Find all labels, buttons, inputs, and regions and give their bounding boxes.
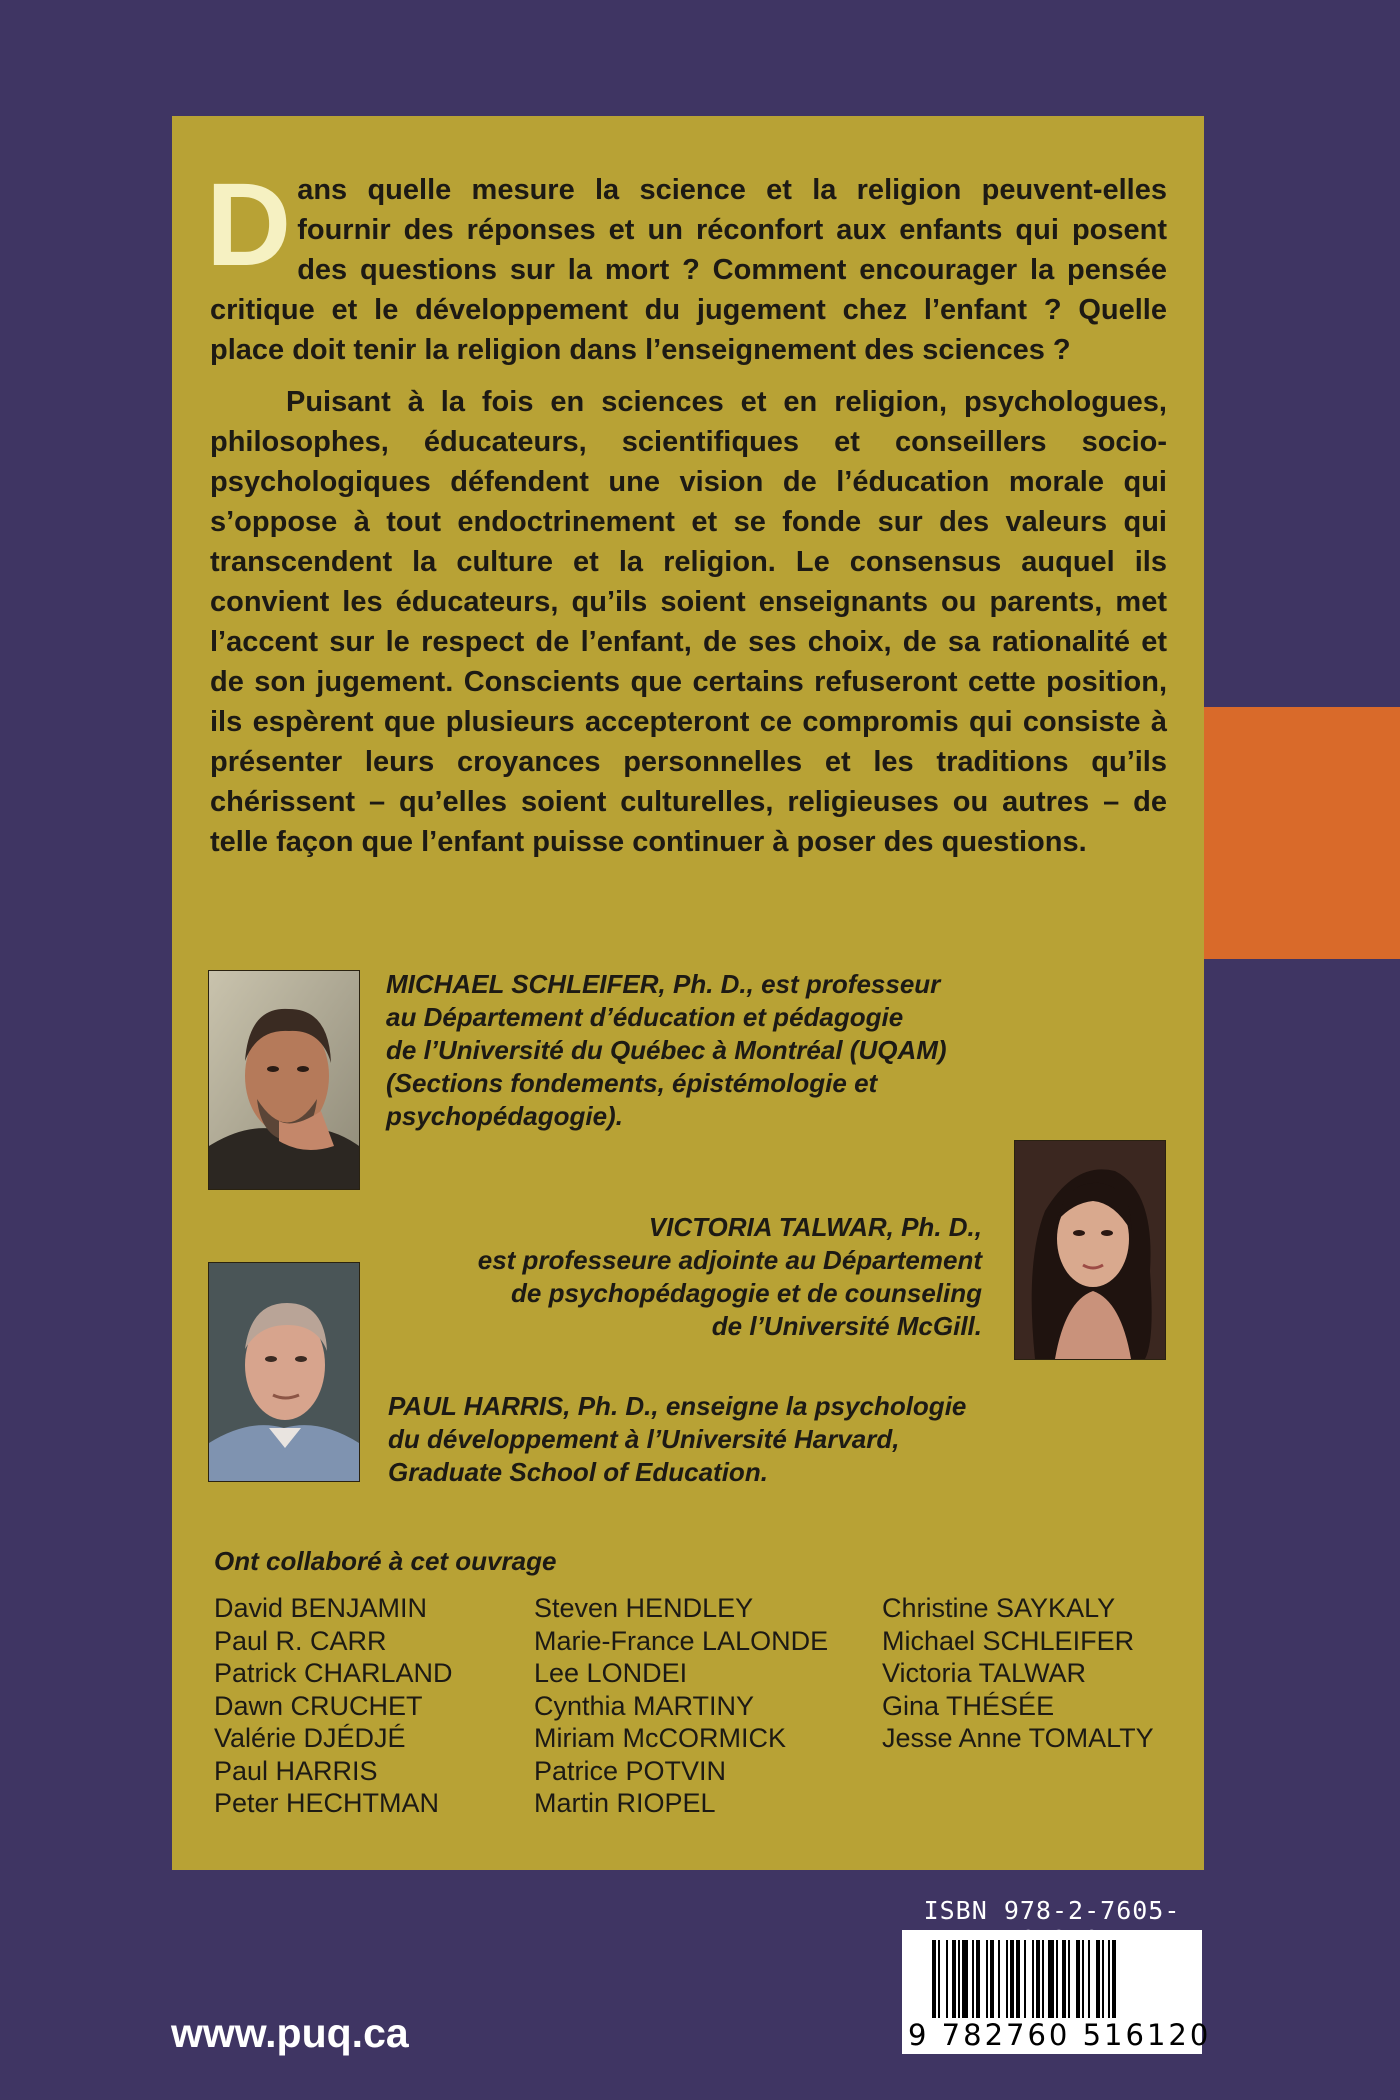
collaborators-column-1 [214,1592,453,1820]
collaborator-name: Marie-France LALONDE [534,1625,829,1656]
bio-line: psychopédagogie). [386,1101,623,1131]
author-bio-schleifer [386,968,947,1133]
collaborator-name: Steven HENDLEY [534,1593,754,1623]
collaborator-name: Cynthia MARTINY [534,1690,755,1721]
barcode-bar [946,1940,948,2018]
collaborator-name: Jesse Anne TOMALTY [882,1723,1154,1753]
collaborator-name: Martin RIOPEL [534,1788,716,1818]
intro-paragraph-1: ans quelle mesure la science et la religion peuvent-elles fournir des réponses et un réconfort aux enfants qui posent des questions sur la mort ? Comment encourager la pensée critique et le développement du jugement chez l’enfant ? Quelle place doit tenir la religion dans l’enseignement des sciences ? [210,174,1167,366]
collaborator-name: Christine SAYKALY [882,1593,1116,1623]
barcode-bar [990,1940,994,2018]
barcode-bar [932,1940,936,2018]
bio-line: VICTORIA TALWAR, Ph. D., [648,1212,982,1242]
collaborator-name: Miriam McCORMICK [534,1723,786,1753]
barcode-bar [1042,1940,1044,2018]
bio-line: PAUL HARRIS, Ph. D., enseigne la psychologie [388,1391,967,1421]
barcode-bar [972,1940,974,2018]
collaborator-name: Patrick CHARLAND [214,1658,453,1688]
bio-line: (Sections fondements, épistémologie et [386,1068,878,1098]
bio-line: MICHAEL SCHLEIFER, Ph. D., est professeur [386,969,941,999]
barcode-bar [1082,1940,1084,2018]
barcode-bar [1076,1940,1080,2018]
barcode-bar [1096,1940,1100,2018]
collaborator-name: Paul HARRIS [214,1755,378,1786]
barcode-bar [1102,1940,1104,2018]
collaborator-name: Valérie DJÉDJÉ [214,1723,406,1753]
collaborator-name: David BENJAMIN [214,1593,428,1623]
bio-line: du développement à l’Université Harvard, [388,1424,900,1454]
barcode-bar [1088,1940,1090,2018]
intro-text [206,159,1167,862]
barcode-bar [962,1940,968,2018]
bio-line: de psychopédagogie et de counseling [511,1278,982,1308]
collaborator-name: Gina THÉSÉE [882,1690,1055,1721]
barcode-bar [1032,1940,1034,2018]
barcode-bar [1036,1940,1040,2018]
collaborators-column-2 [534,1592,828,1820]
collaborators-column-3 [882,1592,1154,1755]
barcode-bar [1016,1940,1020,2018]
barcode-bar [958,1940,960,2018]
author-bio-harris [388,1390,966,1489]
bio-line: est professeure adjointe au Département [477,1245,982,1275]
portrait-photo-icon [1015,1141,1165,1359]
author-photo-talwar [1014,1140,1166,1360]
website-url[interactable]: www.puq.ca [171,2010,409,2056]
author-photo-schleifer [208,970,360,1190]
drop-cap: D [206,159,292,291]
bio-line: au Département d’éducation et pédagogie [386,1002,904,1032]
barcode-digits: 9 782760 516120 [908,2018,1212,2052]
bio-line: de l’Université du Québec à Montréal (UQAM) [386,1035,947,1065]
collaborator-name: Dawn CRUCHET [214,1690,423,1721]
intro-paragraph-2: Puisant à la fois en sciences et en religion, psychologues, philosophes, éducateurs, scientifiques et conseillers socio-psychologiques défendent une vision de l’éducation morale qui s’oppose à tout endoctrinement et se fonde sur des valeurs qui transcendent la culture et la religion. Le consensus auquel ils convient les éducateurs, qu’ils soient enseignants ou parents, met l’accent sur le respect de l’enfant, de ses choix, de sa rationalité et de son jugement. Conscients que certains refuseront cette position, ils espèrent que plusieurs accepteront ce compromis qui consiste à présenter leurs croyances personnelles et les traditions qu’ils chérissent – qu’elles soient culturelles, religieuses ou autres – de telle façon que l’enfant puisse continuer à poser des questions. [210,386,1167,858]
barcode-bar [1056,1940,1058,2018]
collaborator-name: Lee LONDEI [534,1658,688,1688]
barcode-bar [1048,1940,1054,2018]
barcode-bar [1006,1940,1008,2018]
barcode-bar [976,1940,980,2018]
isbn-label: ISBN 978-2-7605- [923,1896,1181,1925]
barcode-bar [1062,1940,1066,2018]
portrait-photo-icon [209,971,359,1189]
collaborator-name: Paul R. CARR [214,1625,387,1656]
author-photo-harris [208,1262,360,1482]
collaborator-name: Michael SCHLEIFER [882,1625,1135,1656]
back-cover-panel [172,116,1204,1870]
barcode-bar [1112,1940,1116,2018]
barcode-bar [1108,1940,1110,2018]
barcode-bar [1024,1940,1026,2018]
barcode-bar [1010,1940,1014,2018]
author-bio-talwar [478,1211,982,1343]
bio-line: Graduate School of Education. [388,1457,768,1487]
barcode-bar [986,1940,988,2018]
collaborator-name: Victoria TALWAR [882,1658,1087,1688]
portrait-photo-icon [209,1263,359,1481]
barcode-bar [1068,1940,1070,2018]
collaborators-title: Ont collaboré à cet ouvrage [214,1546,557,1576]
barcode-bar [998,1940,1000,2018]
barcode-bar [952,1940,956,2018]
barcode-bar [938,1940,940,2018]
bio-line: de l’Université McGill. [711,1311,982,1341]
collaborator-name: Peter HECHTMAN [214,1788,440,1818]
collaborator-name: Patrice POTVIN [534,1755,727,1786]
barcode [902,1930,1212,2054]
accent-band [1203,707,1400,959]
